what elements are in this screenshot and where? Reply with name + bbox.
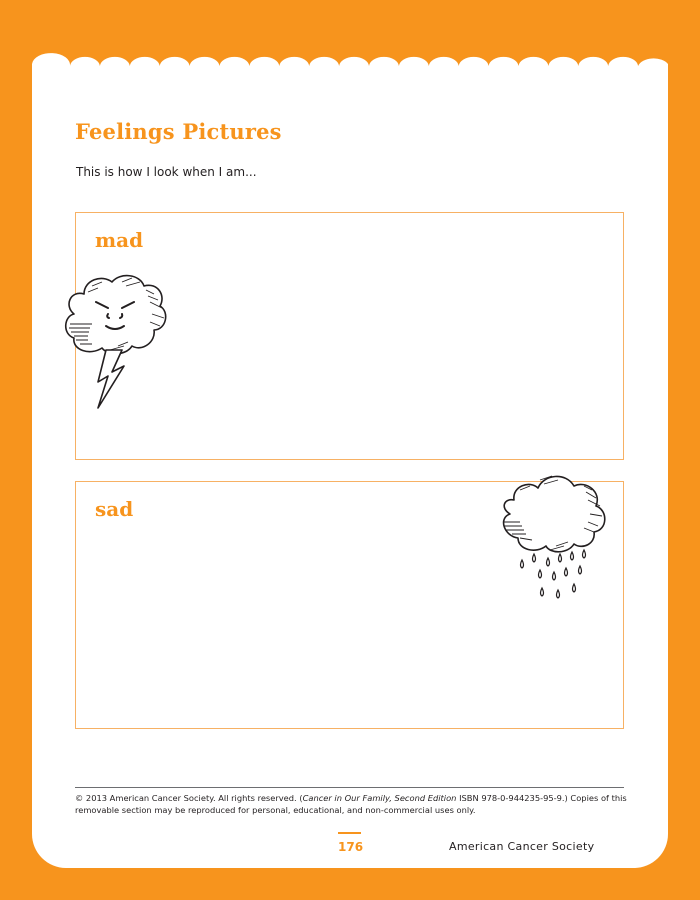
footer-rule [75,787,624,788]
rain-cloud-icon [496,470,612,605]
box-label-sad: sad [95,497,134,521]
book-title: Cancer in Our Family, Second Edition [302,793,457,803]
box-label-mad: mad [95,228,144,252]
intro-text: This is how I look when I am... [76,165,257,179]
copyright-text-end: ISBN 978-0-944235-95-9.) Copies of this removable section may be reproduced for personal, educational, and non-commercial uses only. [75,793,627,815]
page-number: 176 [338,840,364,854]
storm-cloud-lightning-icon [62,270,172,415]
copyright-notice [75,793,627,816]
page-title: Feelings Pictures [75,119,282,144]
publisher-name: American Cancer Society [449,840,595,853]
scalloped-edge [32,0,668,80]
copyright-text-start: © 2013 American Cancer Society. All rights reserved. ( [75,793,303,803]
page-number-marker [338,832,361,834]
